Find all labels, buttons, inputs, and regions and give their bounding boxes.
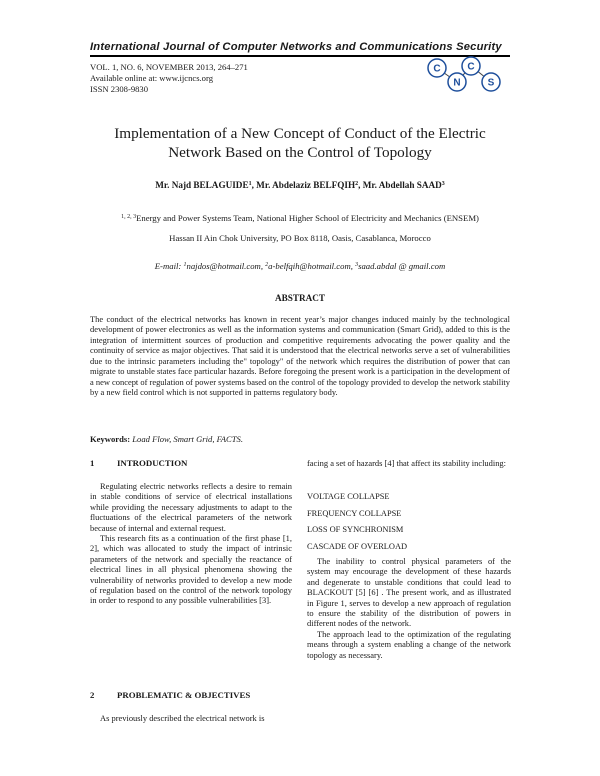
- author-sep: ,: [251, 180, 257, 190]
- hazard-item: VOLTAGE COLLAPSE: [307, 492, 390, 501]
- body-paragraph: Regulating electric networks reflects a desire to remain in stable conditions of service of electrical installations while providing the necessary adjustments to adapt to the fluctuations of the electrical parameters of the network because of internal and external request.: [90, 481, 292, 533]
- body-paragraph: facing a set of hazards [4] that affect its stability including:: [307, 458, 506, 468]
- email-label: E-mail:: [154, 261, 184, 271]
- issn-line: ISSN 2308-9830: [90, 84, 149, 94]
- right-paragraphs: [307, 556, 511, 660]
- available-line: Available online at: www.ijcncs.org: [90, 73, 213, 83]
- section-title: INTRODUCTION: [117, 458, 188, 468]
- abstract-text: The conduct of the electrical networks has known in recent year’s major changes induced mainly by the technological development of power electronics as well as the information systems and communication (Smart Grid), added to this is the integration of intermittent sources of production and competitive requirements advocating the power quality and the continuity of service as major objectives. That said it is understood that the electrical networks serve a set of vulnerabilities due to the intrinsic parameters including the" topology" of the network which requires the distribution of power that can migrate to unstable states face particular hazards. Before foregoing the present work is a participation in the development of a new concept of regulation of power systems based on the control of the topology provided to develop the network stability by a new field control which is not supported in patterns regulatory body.: [90, 314, 510, 398]
- author-sup: 1: [248, 181, 252, 187]
- svg-text:N: N: [453, 77, 461, 89]
- logo-node: [462, 57, 480, 75]
- hazard-list: [307, 489, 407, 555]
- email-address[interactable]: najdos@hotmail.com: [186, 261, 261, 271]
- hazard-item: FREQUENCY COLLAPSE: [307, 508, 402, 518]
- authors-line: [80, 180, 520, 190]
- paper-title-line: Network Based on the Control of Topology: [168, 144, 432, 161]
- problematic-paragraph: [90, 713, 292, 723]
- affiliation-line-1: [70, 213, 530, 223]
- hazards-intro: [307, 458, 511, 468]
- journal-title: International Journal of Computer Networks and Communications Security: [90, 41, 502, 53]
- body-paragraph: This research fits as a continuation of the first phase [1, 2], which was allocated to study the impact of intrinsic parameters of the network and specially the reactance of electrical lines in all physical phenomena showing the vulnerability of networks provided to develop a new mode of regulation based on the control of the network topology in order to respond to any possible vulnerabilities [3].: [90, 533, 292, 606]
- svg-text:S: S: [487, 77, 495, 89]
- body-paragraph: The inability to control physical parameters of the system may encourage the development of these hazards and degenerate to unstable conditions that could lead to BLACKOUT [5] [6] . The present work, and as illustrated in Figure 1, serves to develop a new approach of regulation to ensure the stability of the distribution of powers in different nodes of the network.: [307, 556, 511, 629]
- affiliation-text: Energy and Power Systems Team, National Higher School of Electricity and Mechanics (ENSEM): [136, 213, 479, 223]
- hazard-item: LOSS OF SYNCHRONISM: [307, 525, 404, 534]
- body-paragraph: The approach lead to the optimization of the regulating means through a system enabling a change of the network topology as necessary.: [307, 628, 511, 660]
- author-name: Mr. Abdellah SAAD: [362, 180, 442, 190]
- keywords-line: [90, 434, 510, 444]
- svg-text:C: C: [467, 61, 475, 73]
- section-title: PROBLEMATIC & OBJECTIVES: [117, 690, 251, 700]
- email-sep: ,: [260, 261, 266, 271]
- logo-node: [428, 59, 446, 77]
- journal-logo: [425, 52, 503, 98]
- email-sup: 3: [355, 262, 359, 268]
- paper-title: [100, 124, 500, 162]
- volume-line: VOL. 1, NO. 6, NOVEMBER 2013, 264–271: [90, 62, 248, 72]
- email-sup: 2: [265, 262, 269, 268]
- keywords-value: Load Flow, Smart Grid, FACTS.: [132, 434, 243, 444]
- svg-text:C: C: [433, 63, 441, 75]
- intro-paragraphs: [90, 481, 292, 606]
- keywords-label: Keywords:: [90, 434, 131, 444]
- author-sup: 3: [441, 181, 445, 187]
- section-heading-introduction: [90, 458, 187, 468]
- section-heading-problematic: [90, 690, 250, 700]
- body-paragraph: As previously described the electrical network is: [100, 713, 265, 723]
- author-name: Mr. Najd BELAGUIDE: [155, 180, 249, 190]
- paper-title-line: Implementation of a New Concept of Conduct of the Electric: [114, 125, 486, 142]
- abstract-heading: ABSTRACT: [274, 293, 326, 303]
- affiliation-line-2: Hassan II Ain Chok University, PO Box 8118, Oasis, Casablanca, Morocco: [169, 233, 431, 243]
- affiliation-sup: 1, 2, 3: [121, 214, 137, 220]
- logo-node: [448, 73, 466, 91]
- email-address[interactable]: a-belfqih@hotmail.com: [268, 261, 351, 271]
- email-sup: 1: [183, 262, 187, 268]
- author-sep: ,: [358, 180, 363, 190]
- section-number: 1: [90, 458, 95, 468]
- email-line: [80, 261, 520, 271]
- author-sup: 2: [355, 181, 359, 187]
- email-sep: ,: [350, 261, 356, 271]
- author-name: Mr. Abdelaziz BELFQIH: [256, 180, 356, 190]
- email-address[interactable]: saad.abdal @ gmail.com: [358, 261, 446, 271]
- section-number: 2: [90, 690, 95, 700]
- hazard-item: CASCADE OF OVERLOAD: [307, 541, 408, 551]
- logo-node: [482, 73, 500, 91]
